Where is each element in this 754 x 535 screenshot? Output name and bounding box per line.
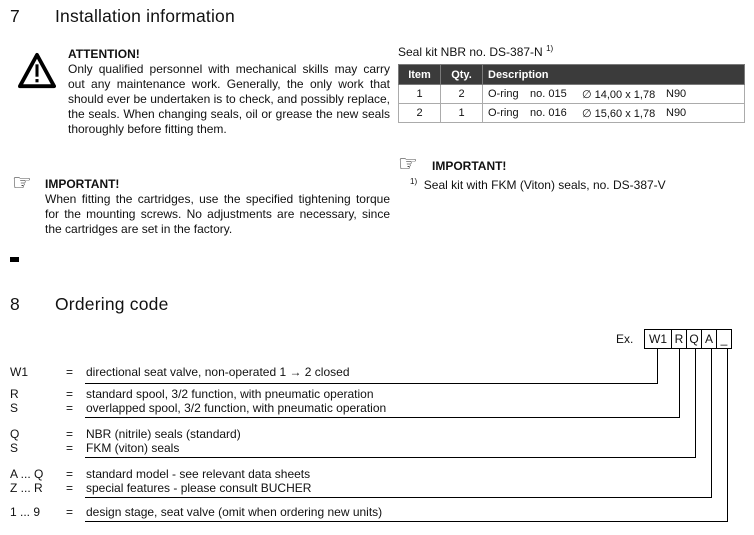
legend-code: Q <box>10 427 20 441</box>
attention-heading: ATTENTION! <box>68 47 140 61</box>
code-box-w1: W1 <box>644 329 672 349</box>
legend-desc: standard spool, 3/2 function, with pneumatic operation <box>86 387 374 401</box>
legend-row-aq <box>10 467 730 481</box>
part-number: no. 016 <box>530 107 567 119</box>
footnote-marker: 1) <box>410 177 418 186</box>
cell-qty: 1 <box>441 104 483 123</box>
legend-row-r <box>10 387 730 401</box>
pointing-hand-icon: ☞ <box>398 152 418 177</box>
warning-triangle-icon <box>18 52 56 90</box>
equals-sign: = <box>66 481 74 495</box>
attention-body: Only qualified personnel with mechanical skills may carry out any maintenance work. Generally, the only work that should ever be undertaken is to check, and possibly replace, the seals. When changing seals, oil or grease the new seals thoroughly before fitting them. <box>68 62 390 136</box>
equals-sign: = <box>66 505 74 519</box>
cell-item: 2 <box>399 104 441 123</box>
legend-row-s-spool <box>10 401 730 415</box>
legend-desc: design stage, seat valve (omit when ordering new units) <box>86 505 383 519</box>
legend-code: S <box>10 441 19 455</box>
legend-code: W1 <box>10 365 28 379</box>
code-box-r: R <box>671 329 687 349</box>
legend-code: S <box>10 401 19 415</box>
code-box-q: Q <box>686 329 702 349</box>
section-7-heading <box>10 6 235 27</box>
part-name: O-ring <box>488 88 519 100</box>
seal-kit-title <box>398 45 553 59</box>
cell-description <box>483 104 745 123</box>
part-name: O-ring <box>488 107 519 119</box>
legend-row-w1 <box>10 365 730 379</box>
section-8-number: 8 <box>10 294 20 314</box>
part-material: N90 <box>666 88 687 100</box>
section-7-number: 7 <box>10 6 20 26</box>
legend-desc: NBR (nitrile) seals (standard) <box>86 427 241 441</box>
section-7-title: Installation information <box>55 6 235 26</box>
footnote <box>410 178 666 192</box>
legend-desc: special features - please consult BUCHER <box>86 481 312 495</box>
footnote-text: Seal kit with FKM (Viton) seals, no. DS-387-V <box>423 178 666 192</box>
equals-sign: = <box>66 365 74 379</box>
equals-sign: = <box>66 387 74 401</box>
important-heading-left: IMPORTANT! <box>45 177 120 191</box>
legend-desc: standard model - see relevant data sheets <box>86 467 311 481</box>
part-size: ∅ 15,60 x 1,78 <box>582 107 656 120</box>
equals-sign: = <box>66 441 74 455</box>
cell-description <box>483 85 745 104</box>
col-header-description: Description <box>483 65 745 85</box>
table-row <box>399 104 745 123</box>
legend-code: R <box>10 387 19 401</box>
part-number: no. 015 <box>530 88 567 100</box>
equals-sign: = <box>66 427 74 441</box>
equals-sign: = <box>66 467 74 481</box>
code-box-a: A <box>701 329 717 349</box>
part-size: ∅ 14,00 x 1,78 <box>582 88 656 101</box>
section-8-heading <box>10 294 169 315</box>
example-label: Ex. <box>616 332 634 346</box>
equals-sign: = <box>66 401 74 415</box>
legend-code: Z ... R <box>10 481 43 495</box>
pointing-hand-icon: ☞ <box>12 171 32 196</box>
legend-row-s-seals <box>10 441 730 455</box>
legend-code: 1 ... 9 <box>10 505 41 519</box>
cell-qty: 2 <box>441 85 483 104</box>
important-body-left: When fitting the cartridges, use the specified tightening torque for the mounting screws. No adjustments are necessary, since the cartridges are set in the factory. <box>45 192 390 236</box>
col-header-item: Item <box>399 65 441 85</box>
legend-row-q <box>10 427 730 441</box>
code-box-design: _ <box>716 329 732 349</box>
section-8-title: Ordering code <box>55 294 169 314</box>
seal-kit-title-text: Seal kit NBR no. DS-387-N <box>398 45 543 59</box>
table-header-row <box>399 65 745 85</box>
ordering-code-boxes <box>644 329 732 349</box>
legend-desc: directional seat valve, non-operated 1 → 2 closed <box>86 365 350 379</box>
important-heading-right: IMPORTANT! <box>432 159 507 173</box>
margin-mark <box>10 257 19 262</box>
seal-kit-title-superscript: 1) <box>546 44 554 53</box>
legend-desc: overlapped spool, 3/2 function, with pneumatic operation <box>86 401 387 415</box>
cell-item: 1 <box>399 85 441 104</box>
seal-kit-table <box>398 64 745 123</box>
legend-code: A ... Q <box>10 467 44 481</box>
col-header-qty: Qty. <box>441 65 483 85</box>
part-material: N90 <box>666 107 687 119</box>
legend-row-19 <box>10 505 730 519</box>
table-row <box>399 85 745 104</box>
legend-desc: FKM (viton) seals <box>86 441 180 455</box>
legend-row-zr <box>10 481 730 495</box>
